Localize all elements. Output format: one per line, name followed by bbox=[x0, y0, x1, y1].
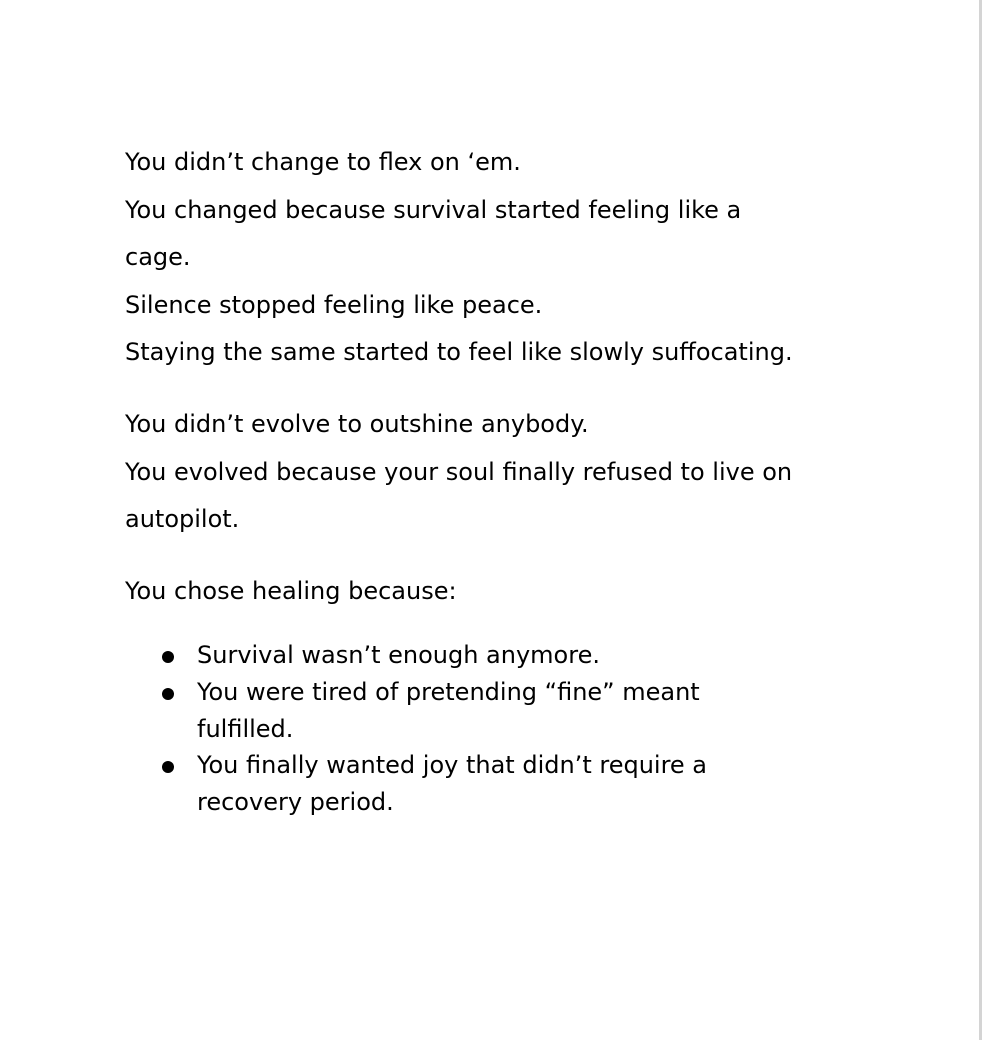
paragraph-spacer bbox=[125, 544, 845, 568]
paragraph-spacer bbox=[125, 377, 845, 401]
paragraph-change bbox=[125, 139, 845, 377]
list-item-text: You finally wanted joy that didn’t require a bbox=[197, 751, 708, 780]
list-item-text: fulfilled. bbox=[197, 714, 294, 743]
text-line: You changed because survival started feeling like a bbox=[125, 195, 742, 224]
list-item-text: recovery period. bbox=[197, 787, 394, 816]
paragraph-spacer bbox=[125, 615, 845, 637]
text-line: You didn’t change to flex on ‘em. bbox=[125, 148, 521, 176]
bullet-icon bbox=[162, 761, 174, 773]
text-line: You didn’t evolve to outshine anybody. bbox=[125, 409, 589, 438]
text-line: autopilot. bbox=[125, 505, 240, 534]
document-body bbox=[125, 139, 845, 820]
scrollbar-track[interactable] bbox=[982, 0, 992, 1040]
list-item-text: You were tired of pretending “fine” meant bbox=[197, 677, 700, 706]
text-line: You chose healing because: bbox=[125, 576, 457, 605]
text-line: cage. bbox=[125, 243, 191, 272]
text-line: Staying the same started to feel like slowly suffocating. bbox=[125, 338, 793, 367]
list-item bbox=[125, 747, 845, 820]
list-item-text: Survival wasn’t enough anymore. bbox=[197, 641, 600, 670]
text-line: Silence stopped feeling like peace. bbox=[125, 290, 543, 319]
paragraph-healing-intro bbox=[125, 568, 845, 616]
list-item bbox=[125, 674, 845, 747]
bullet-icon bbox=[162, 651, 174, 663]
text-line: You evolved because your soul finally refused to live on bbox=[125, 457, 793, 486]
bullet-icon bbox=[162, 688, 174, 700]
bullet-list bbox=[125, 637, 845, 820]
paragraph-evolve bbox=[125, 401, 845, 544]
list-item bbox=[125, 637, 845, 674]
